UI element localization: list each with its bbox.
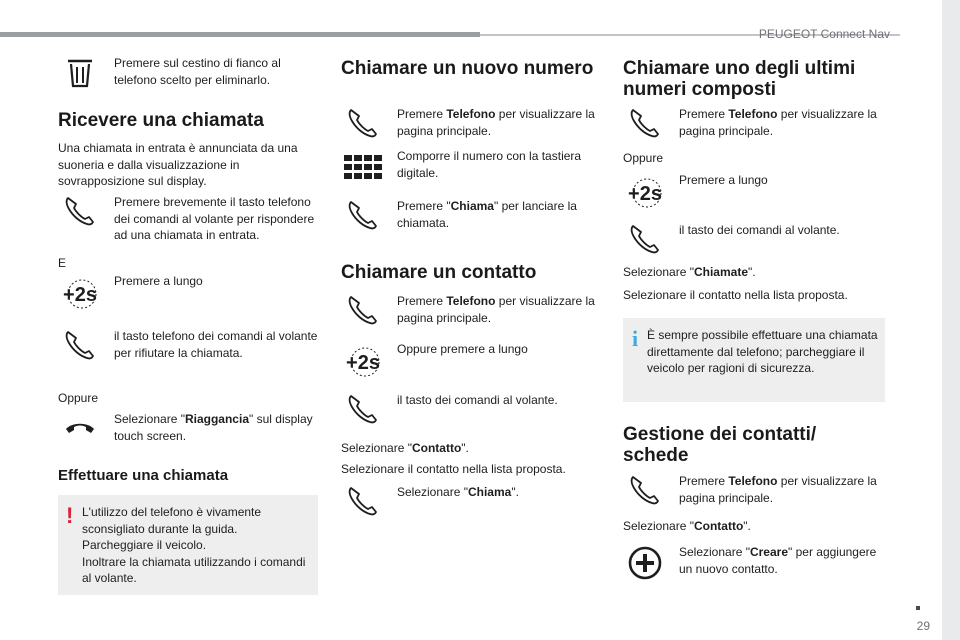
trash-text: Premere sul cestino di fianco al telefono scelto per eliminarlo. (114, 56, 281, 87)
trash-icon (58, 55, 102, 89)
svg-text:+2s: +2s (628, 183, 662, 205)
page-side-strip (942, 0, 960, 640)
manage-contacts-title: Gestione dei contatti/ schede (623, 424, 817, 466)
long-press-text: Premere a lungo (114, 274, 203, 288)
long-press-2s-icon (58, 277, 102, 311)
hangup-text: Selezionare "Riaggancia" sul display touch screen. (114, 412, 313, 443)
reject-text: il tasto telefono dei comandi al volante per rifiutare la chiamata. (114, 329, 318, 360)
page-end-marker (916, 606, 920, 610)
page-number: 29 (916, 618, 930, 633)
make-call-title: Effettuare una chiamata (58, 467, 229, 484)
info-note (623, 318, 885, 402)
header-bar (0, 32, 480, 37)
answer-text: Premere brevemente il tasto telefono dei comandi al volante per rispondere ad una chiamata in entrata. (114, 195, 315, 242)
info-icon: i (632, 326, 639, 351)
info-text: È sempre possibile effettuare una chiamata direttamente dal telefono; parcheggiare il veicolo per ragioni di sicurezza. (647, 328, 878, 375)
recent-or-label: Oppure (623, 151, 664, 165)
receive-intro: Una chiamata in entrata è annunciata da una suoneria e dalla visualizzazione in sovrapposizione sul display. (58, 141, 298, 188)
brand-label: PEUGEOT Connect Nav (758, 27, 890, 41)
svg-text:+2s: +2s (63, 284, 97, 306)
receive-title: Ricevere una chiamata (58, 110, 264, 131)
phone-icon (341, 106, 385, 140)
phone-icon (623, 473, 667, 507)
long-press-2s-icon (623, 176, 667, 210)
manage-select-contact-menu: Selezionare "Contatto". (623, 519, 751, 533)
select-contact-menu: Selezionare "Contatto". (341, 441, 469, 455)
add-circle-icon (623, 546, 667, 580)
dial-text: Comporre il numero con la tastiera digitale. (397, 149, 582, 180)
phone-icon (341, 198, 385, 232)
select-calls-menu: Selezionare "Chiamate". (623, 265, 756, 279)
contact-title: Chiamare un contatto (341, 262, 537, 283)
warning-icon: ! (66, 503, 74, 528)
phone-icon (623, 106, 667, 140)
warning-text: L'utilizzo del telefono è vivamente sconsigliato durante la guida. Parcheggiare il veicolo. Inoltrare la chiamata utilizzando i comandi al volante. (82, 505, 306, 585)
recent-select-contact-text: Selezionare il contatto nella lista proposta. (623, 288, 848, 302)
phone-icon (341, 484, 385, 518)
keypad-icon (341, 151, 385, 185)
phone-icon (623, 222, 667, 256)
svg-text:+2s: +2s (346, 352, 380, 374)
or-label: Oppure (58, 391, 99, 405)
phone-icon (341, 293, 385, 327)
hangup-key-label: Riaggancia (184, 412, 249, 426)
phone-icon (341, 392, 385, 426)
warning-note (58, 495, 318, 595)
hang-up-icon (58, 410, 102, 444)
long-press-2s-icon (341, 345, 385, 379)
recent-calls-title: Chiamare uno degli ultimi numeri composti (623, 58, 856, 100)
and-label: E (58, 256, 67, 270)
new-number-title: Chiamare un nuovo numero (341, 58, 594, 79)
phone-icon (58, 194, 102, 228)
select-contact-list-text: Selezionare il contatto nella lista proposta. (341, 462, 566, 476)
phone-icon (58, 328, 102, 362)
